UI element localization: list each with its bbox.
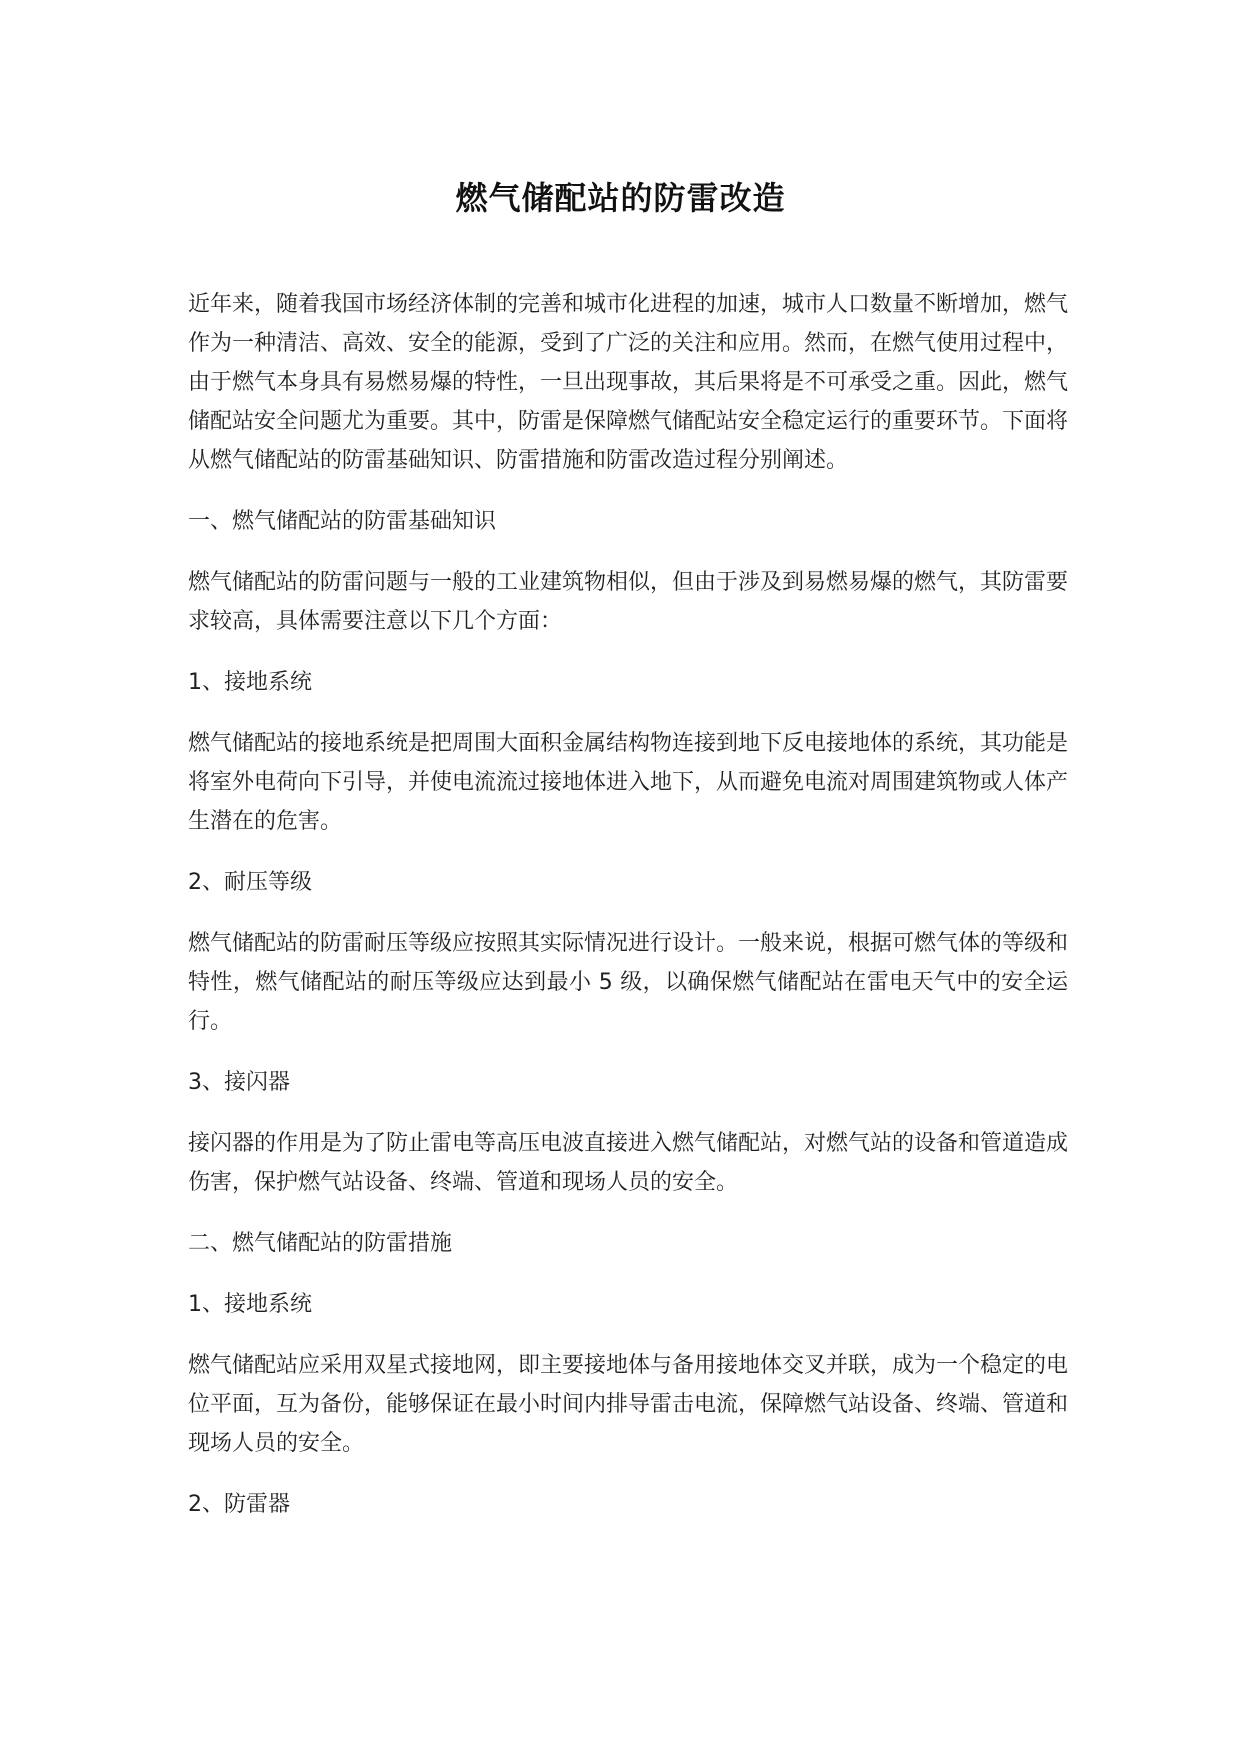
subheading-grounding-system-2: 1、接地系统 bbox=[188, 1292, 312, 1317]
document-body bbox=[188, 285, 1068, 1546]
document-title: 燃气储配站的防雷改造 bbox=[455, 179, 786, 217]
voltage-level-paragraph: 燃气储配站的防雷耐压等级应按照其实际情况进行设计。一般来说，根据可燃气体的等级和特性，燃气储配站的耐压等级应达到最小 5 级，以确保燃气储配站在雷电天气中的安全运行。 bbox=[188, 931, 1069, 1034]
subheading-voltage-level: 2、耐压等级 bbox=[188, 870, 312, 895]
grounding-system-paragraph: 燃气储配站的接地系统是把周围大面积金属结构物连接到地下反电接地体的系统，其功能是将室外电荷向下引导，并使电流流过接地体进入地下，从而避免电流对周围建筑物或人体产生潜在的危害。 bbox=[188, 731, 1069, 834]
subheading-lightning-receptor: 3、接闪器 bbox=[188, 1070, 290, 1095]
lightning-receptor-paragraph: 接闪器的作用是为了防止雷电等高压电波直接进入燃气储配站，对燃气站的设备和管道造成伤害，保护燃气站设备、终端、管道和现场人员的安全。 bbox=[188, 1131, 1069, 1195]
intro-paragraph: 近年来，随着我国市场经济体制的完善和城市化进程的加速，城市人口数量不断增加，燃气作为一种清洁、高效、安全的能源，受到了广泛的关注和应用。然而，在燃气使用过程中，由于燃气本身具有易燃易爆的特性，一旦出现事故，其后果将是不可承受之重。因此，燃气储配站安全问题尤为重要。其中，防雷是保障燃气储配站安全稳定运行的重要环节。下面将从燃气储配站的防雷基础知识、防雷措施和防雷改造过程分别阐述。 bbox=[188, 292, 1069, 473]
subheading-surge-protector: 2、防雷器 bbox=[188, 1492, 290, 1517]
grounding-system-measures-paragraph: 燃气储配站应采用双星式接地网，即主要接地体与备用接地体交叉并联，成为一个稳定的电位平面，互为备份，能够保证在最小时间内排导雷击电流，保障燃气站设备、终端、管道和现场人员的安全。 bbox=[188, 1353, 1069, 1456]
section-heading-1: 一、燃气储配站的防雷基础知识 bbox=[188, 509, 497, 534]
section-heading-2: 二、燃气储配站的防雷措施 bbox=[188, 1231, 453, 1256]
section-1-paragraph: 燃气储配站的防雷问题与一般的工业建筑物相似，但由于涉及到易燃易爆的燃气，其防雷要求较高，具体需要注意以下几个方面： bbox=[188, 570, 1069, 634]
subheading-grounding-system: 1、接地系统 bbox=[188, 670, 312, 695]
